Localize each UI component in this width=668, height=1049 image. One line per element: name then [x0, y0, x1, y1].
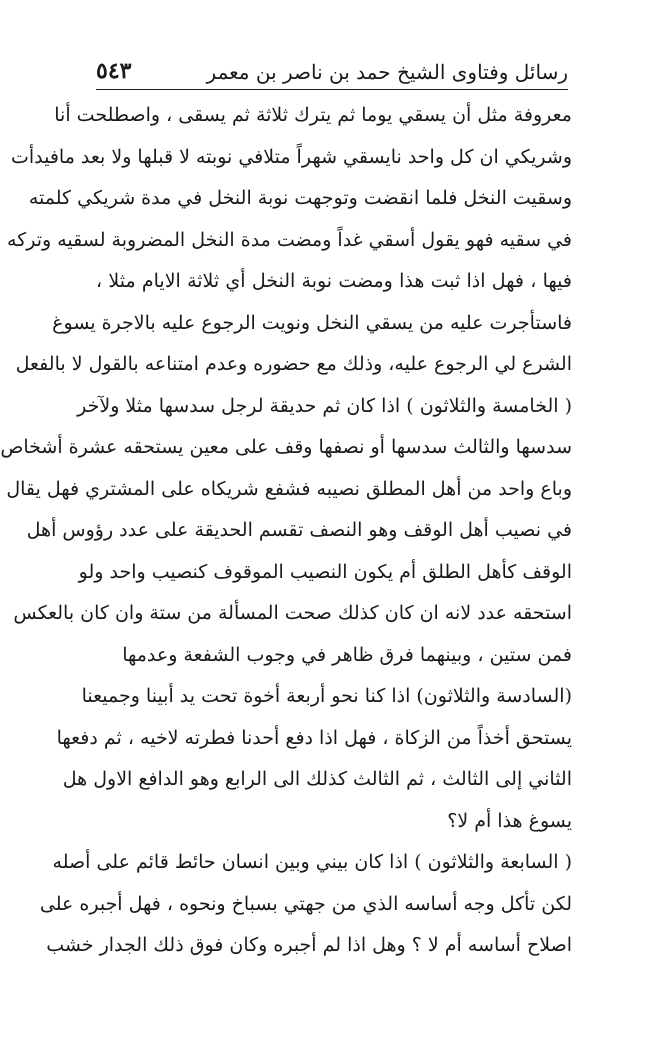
running-header — [96, 50, 568, 84]
text-line: ( الخامسة والثلاثون ) اذا كان ثم حديقة لرجل سدسها مثلا ولآخر — [77, 394, 572, 417]
text-line: يسوغ هذا أم لا؟ — [447, 809, 572, 832]
body-text — [0, 95, 572, 967]
text-line: الشرع لي الرجوع عليه، وذلك مع حضوره وعدم امتناعه بالقول لا بالفعل — [15, 353, 572, 375]
text-line: في سقيه فهو يقول أسقي غداً ومضت مدة النخل المضروبة لسقيه وتركه — [7, 228, 572, 251]
page-number: ٥٤٣ — [96, 58, 132, 84]
text-line: الثاني إلى الثالث ، ثم الثالث كذلك الى الرابع وهو الدافع الاول هل — [62, 768, 572, 790]
text-line: فاستأجرت عليه من يسقي النخل ونويت الرجوع عليه بالاجرة يسوغ — [52, 311, 572, 334]
text-line: سدسها والثالث سدسها أو نصفها وقف على معين يستحقه عشرة أشخاص — [0, 436, 572, 458]
text-line: فمن ستين ، وبينهما فرق ظاهر في وجوب الشفعة وعدمها — [122, 643, 572, 666]
text-line: وسقيت النخل فلما انقضت وتوجهت نوبة النخل في مدة شريكي كلمته — [28, 187, 572, 209]
text-line: لكن تأكل وجه أساسه الذي من جهتي بسباخ ونحوه ، فهل أجبره على — [39, 892, 572, 915]
text-line: فيها ، فهل اذا ثبت هذا ومضت نوبة النخل أي ثلاثة الايام مثلا ، — [96, 270, 572, 292]
text-line: استحقه عدد لانه ان كان كذلك صحت المسألة من ستة وان كان بالعكس — [13, 602, 572, 624]
text-line: يستحق أخذاً من الزكاة ، فهل اذا دفع أحدنا فطرته لاخيه ، ثم دفعها — [56, 726, 572, 749]
text-line: وباع واحد من أهل المطلق نصيبه فشفع شريكاه على المشتري فهل يقال — [6, 477, 572, 500]
text-line: وشريكي ان كل واحد نايسقي شهراً متلافي نوبته لا قبلها ولا بعد مافيدأت — [10, 145, 572, 168]
text-line: في نصيب أهل الوقف وهو النصف تقسم الحديقة على عدد رؤوس أهل — [26, 519, 572, 541]
text-line: معروفة مثل أن يسقي يوما ثم يترك ثلاثة ثم يسقى ، واصطلحت أنا — [54, 104, 572, 126]
header-divider — [96, 89, 568, 90]
text-line: ( السابعة والثلاثون ) اذا كان بيني وبين انسان حائط قائم على أصله — [52, 851, 572, 873]
text-line: (السادسة والثلاثون) اذا كنا نحو أربعة أخوة تحت يد أبينا وجميعنا — [81, 685, 572, 707]
header-title: رسائل وفتاوى الشيخ حمد بن ناصر بن معمر — [206, 60, 568, 84]
text-line: الوقف كأهل الطلق أم يكون النصيب الموقوف كنصيب واحد ولو — [78, 560, 572, 583]
text-line: اصلاح أساسه أم لا ؟ وهل اذا لم أجبره وكان فوق ذلك الجدار خشب — [46, 934, 572, 956]
